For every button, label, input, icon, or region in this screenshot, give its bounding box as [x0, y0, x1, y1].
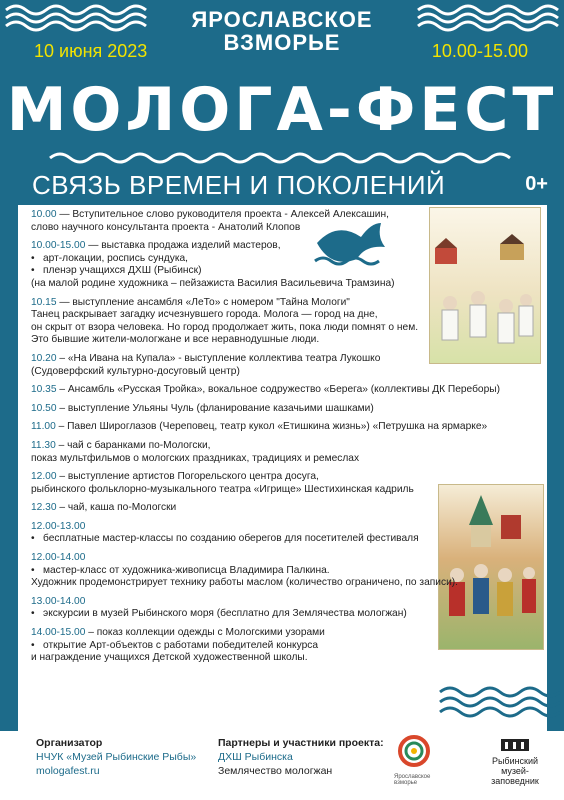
- program-item: [31, 521, 539, 546]
- program-time: 10.15: [31, 296, 57, 308]
- yaroslavl-logo: [394, 731, 446, 786]
- program-item: [31, 502, 539, 515]
- program-item: [31, 403, 539, 416]
- program-item: [31, 596, 539, 621]
- program-text: – показ коллекции одежды с Мологскими узорами: [85, 627, 325, 639]
- partner-dhsh: ДХШ Рыбинска: [218, 751, 293, 763]
- program-text: – чай с баранками по-Мологски,: [55, 439, 211, 451]
- program-time: 13.00-14.00: [31, 595, 86, 607]
- event-time: 10.00-15.00: [431, 41, 528, 61]
- partners-label: Партнеры и участники проекта:: [218, 737, 384, 749]
- program-bullet: • бесплатные мастер-классы по созданию оберегов для посетителей фестиваля: [31, 533, 539, 546]
- museum-label-line1: Рыбинский: [491, 756, 539, 766]
- program-line: и награждение учащихся Детской художественной школы.: [31, 652, 308, 664]
- wave-ornament-bottom: [0, 678, 564, 728]
- program-item: [31, 440, 539, 465]
- program-time: 10.20: [31, 352, 57, 364]
- program-time: 12.30: [31, 502, 57, 514]
- logo-swirl-icon: [394, 731, 446, 771]
- program-text: – Ансамбль «Русская Тройка», вокальное содружество «Берега» (коллективы ДК Переборы): [56, 384, 500, 396]
- program-item: [31, 297, 539, 347]
- program-time: 12.00: [31, 471, 57, 483]
- program-line: Художник продемонстрирует технику работы маслом (количество ограничено, по записи).: [31, 577, 458, 589]
- festival-title: МОЛОГА-ФЕСТ: [6, 75, 558, 145]
- program-text: — Вступительное слово руководителя проекта - Алексей Алексашин,: [56, 209, 389, 220]
- program-text: – выступление артистов Погорельского центра досуга,: [56, 471, 319, 483]
- program-item: [31, 240, 539, 290]
- program-text: — выставка продажа изделий мастеров,: [85, 240, 281, 252]
- wave-ornament-middle: [0, 148, 564, 166]
- program-line: слово научного консультанта проекта - Анатолий Клопов: [31, 221, 301, 233]
- program-item: [31, 384, 539, 397]
- partner-zemlyachestvo: Землячество мологжан: [218, 765, 333, 777]
- program-bullet: • арт-локации, роспись сундука,: [31, 253, 539, 266]
- logo-caption: Ярославское взморье: [394, 774, 431, 786]
- organizer-label: Организатор: [36, 737, 103, 749]
- program-bullet: • открытие Арт-объектов с работами победителей конкурса: [31, 640, 539, 653]
- program-text: – выступление Ульяны Чуль (фланирование казачьими шашками): [56, 402, 374, 414]
- venue-line-1: ЯРОСЛАВСКОЕ: [191, 7, 373, 32]
- program-line: показ мультфильмов о мологских праздниках, традициях и ремеслах: [31, 452, 360, 464]
- program-line: (на малой родине художника – пейзажиста Василия Васильевича Трамзина): [31, 277, 395, 289]
- museum-logo: [478, 735, 552, 786]
- header: [0, 0, 564, 205]
- program-list: [31, 209, 539, 671]
- program-line: рыбинского фольклорно-музыкального театра «Игрище» Шестихинская кадриль: [31, 483, 414, 495]
- program-text: — выступление ансамбля «ЛеТо» с номером "Тайна Мологи": [56, 296, 350, 308]
- program-line: Танец раскрывает загадку исчезнувшего города. Молога — город на дне,: [31, 309, 378, 321]
- program-text: – чай, каша по-Мологски: [56, 502, 177, 514]
- program-time: 10.00: [31, 209, 57, 220]
- program-panel: [18, 205, 547, 731]
- program-text: – «На Ивана на Купала» - выступление коллектива театра Лукошко: [56, 352, 381, 364]
- program-item: [31, 209, 539, 234]
- age-rating-badge: 0+: [525, 173, 548, 195]
- program-time: 10.00-15.00: [31, 240, 86, 252]
- program-item: [31, 627, 539, 665]
- program-time: 12.00-14.00: [31, 552, 86, 564]
- program-time: 14.00-15.00: [31, 627, 86, 639]
- program-time: 10.50: [31, 402, 57, 414]
- footer: [0, 731, 564, 800]
- museum-building-icon: [499, 735, 531, 753]
- museum-label-line2: музей-заповедник: [491, 766, 539, 786]
- program-item: [31, 471, 539, 496]
- venue-line-2: ВЗМОРЬЕ: [223, 30, 341, 55]
- program-time: 12.00-13.00: [31, 520, 86, 532]
- program-item: [31, 421, 539, 434]
- event-date: 10 июня 2023: [34, 41, 148, 61]
- program-time: 10.35: [31, 384, 57, 396]
- program-time: 11.00: [31, 421, 56, 433]
- program-time: 11.30: [31, 439, 56, 451]
- program-bullet: • мастер-класс от художника-живописца Владимира Палкина.: [31, 565, 539, 578]
- program-bullet: • пленэр учащихся ДХШ (Рыбинск): [31, 265, 539, 278]
- festival-subtitle: СВЯЗЬ ВРЕМЕН И ПОКОЛЕНИЙ: [32, 170, 446, 200]
- organizer-name: НЧУК «Музей Рыбинские Рыбы»: [36, 751, 197, 763]
- program-item: [31, 552, 539, 590]
- program-item: [31, 353, 539, 378]
- program-line: Это бывшие жители-мологжане и все неравнодушные люди.: [31, 334, 320, 346]
- program-line: (Судоверфский культурно-досуговый центр): [31, 365, 240, 377]
- program-bullet: • экскурсии в музей Рыбинского моря (бесплатно для Землячества мологжан): [31, 608, 539, 621]
- website-link[interactable]: mologafest.ru: [36, 765, 100, 777]
- program-text: – Павел Широглазов (Череповец, театр кукол «Етишкина жизнь») «Петрушка на ярмарке»: [55, 421, 488, 433]
- program-line: он скрыт от взора человека. Но город продолжает жить, пока люди помнят о нем.: [31, 321, 419, 333]
